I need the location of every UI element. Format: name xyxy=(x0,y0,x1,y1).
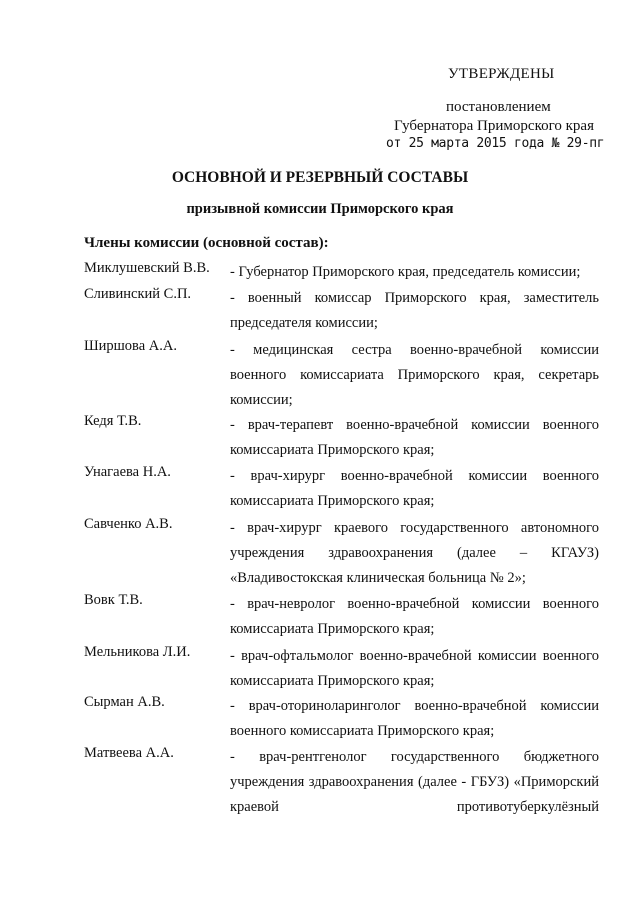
member-role: - врач-хирург краевого государственного автономного учреждения здравоохранения (далее – КГАУЗ) «Владивостокская клиническая больница № 2»; xyxy=(230,520,599,586)
member-name: Матвеева А.А. xyxy=(84,745,174,761)
member-name: Савченко А.В. xyxy=(84,516,173,532)
member-role: - врач-офтальмолог военно-врачебной комиссии военного комиссариата Приморского края; xyxy=(230,648,599,689)
approval-line-governor: Губернатора Приморского края xyxy=(394,118,594,134)
approval-line-resolution: постановлением xyxy=(446,99,551,115)
member-role: - врач-рентгенолог государственного бюджетного учреждения здравоохранения (далее - ГБУЗ) «Приморский краевой противотуберкулёзный xyxy=(230,749,599,815)
member-role: - врач-хирург военно-врачебной комиссии военного комиссариата Приморского края; xyxy=(230,468,599,509)
approval-title: УТВЕРЖДЕНЫ xyxy=(448,66,555,82)
document-subtitle: призывной комиссии Приморского края xyxy=(186,201,454,217)
member-role: - врач-оториноларинголог военно-врачебной комиссии военного комиссариата Приморского края; xyxy=(230,698,599,739)
document-title: ОСНОВНОЙ И РЕЗЕРВНЫЙ СОСТАВЫ xyxy=(171,169,469,186)
member-role: - Губернатор Приморского края, председатель комиссии; xyxy=(230,264,581,280)
member-name: Сырман А.В. xyxy=(84,694,165,710)
member-role: - медицинская сестра военно-врачебной комиссии военного комиссариата Приморского края, секретарь комиссии; xyxy=(230,342,599,408)
approval-line-date: от 25 марта 2015 года № 29-пг xyxy=(386,136,605,151)
member-name: Миклушевский В.В. xyxy=(84,260,210,276)
member-role: - военный комиссар Приморского края, заместитель председателя комиссии; xyxy=(230,290,599,331)
member-name: Ширшова А.А. xyxy=(84,338,177,354)
member-name: Сливинский С.П. xyxy=(84,286,192,302)
members-section-heading: Члены комиссии (основной состав): xyxy=(84,235,329,251)
member-name: Кедя Т.В. xyxy=(84,413,142,429)
member-role: - врач-невролог военно-врачебной комиссии военного комиссариата Приморского края; xyxy=(230,596,599,637)
member-name: Мельникова Л.И. xyxy=(84,644,191,660)
member-role: - врач-терапевт военно-врачебной комиссии военного комиссариата Приморского края; xyxy=(230,417,599,458)
member-name: Унагаева Н.А. xyxy=(84,464,171,480)
member-name: Вовк Т.В. xyxy=(84,592,143,608)
